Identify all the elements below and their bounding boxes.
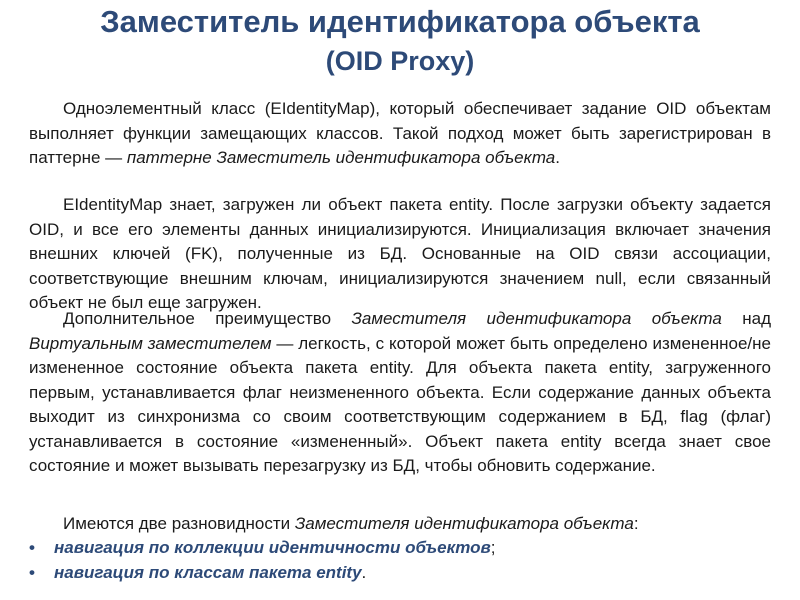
list-item-punct: ;: [490, 538, 496, 557]
paragraph-4-emphasis: Заместителя идентификатора объекта: [294, 514, 634, 533]
paragraph-1-text: Одноэлементный класс (EIdentityMap), который обеспечивает задание OID объектам выполняет функции замещающих классов. Такой подход может быть зарегистрирован в паттерне —: [29, 99, 771, 167]
list-item-text: навигация по классам пакета entity: [54, 562, 362, 582]
bullet-icon: •: [29, 538, 35, 557]
paragraph-2: [29, 193, 771, 316]
variant-list: [29, 536, 771, 585]
paragraph-3-emphasis-b: Виртуальным заместителем: [29, 333, 272, 353]
list-item: [29, 536, 771, 561]
paragraph-2-text: EIdentityMap знает, загружен ли объект пакета entity. После загрузки объекту задается OID, и все его элементы данных инициализируются. Инициализация включает значения внешних ключей (FK), полученные из БД. Основанные на OID связи ассоциации, соответствующие внешним ключам, инициализируются значением null, если связанный объект не был еще загружен.: [29, 195, 771, 312]
paragraph-4: [29, 512, 771, 537]
paragraph-1-emphasis: паттерне Заместитель идентификатора объекта: [126, 148, 556, 167]
paragraph-4-end: :: [633, 514, 639, 533]
paragraph-1: [29, 97, 771, 171]
list-item-punct: .: [361, 562, 367, 582]
paragraph-3-text-b: над: [721, 309, 771, 328]
bullet-icon: •: [29, 562, 35, 582]
paragraph-3-emphasis-a: Заместителя идентификатора объекта: [351, 309, 722, 328]
page-subtitle: (OID Proxy): [325, 46, 475, 76]
paragraph-3: [29, 307, 771, 479]
page-title: Заместитель идентификатора объекта: [100, 4, 700, 39]
paragraph-3-text-c: — легкость, с которой может быть определено измененное/не измененное состояние объекта пакета entity. Для объекта пакета entity, загруженного первым, устанавливается флаг неизмененного объекта. Если содержание данных объекта выходит из синхронизма со своим соответствующим содержанием в БД, flag (флаг) устанавливается в состояние «измененный». Объект пакета entity всегда знает свое состояние и может вызывать перезагрузку из БД, чтобы обновить содержание.: [29, 333, 771, 475]
list-item: [29, 561, 771, 586]
list-item-text: навигация по коллекции идентичности объектов: [54, 538, 491, 557]
paragraph-1-end: .: [555, 148, 560, 167]
paragraph-4-text: Имеются две разновидности: [63, 514, 295, 533]
paragraph-3-text-a: Дополнительное преимущество: [63, 309, 352, 328]
